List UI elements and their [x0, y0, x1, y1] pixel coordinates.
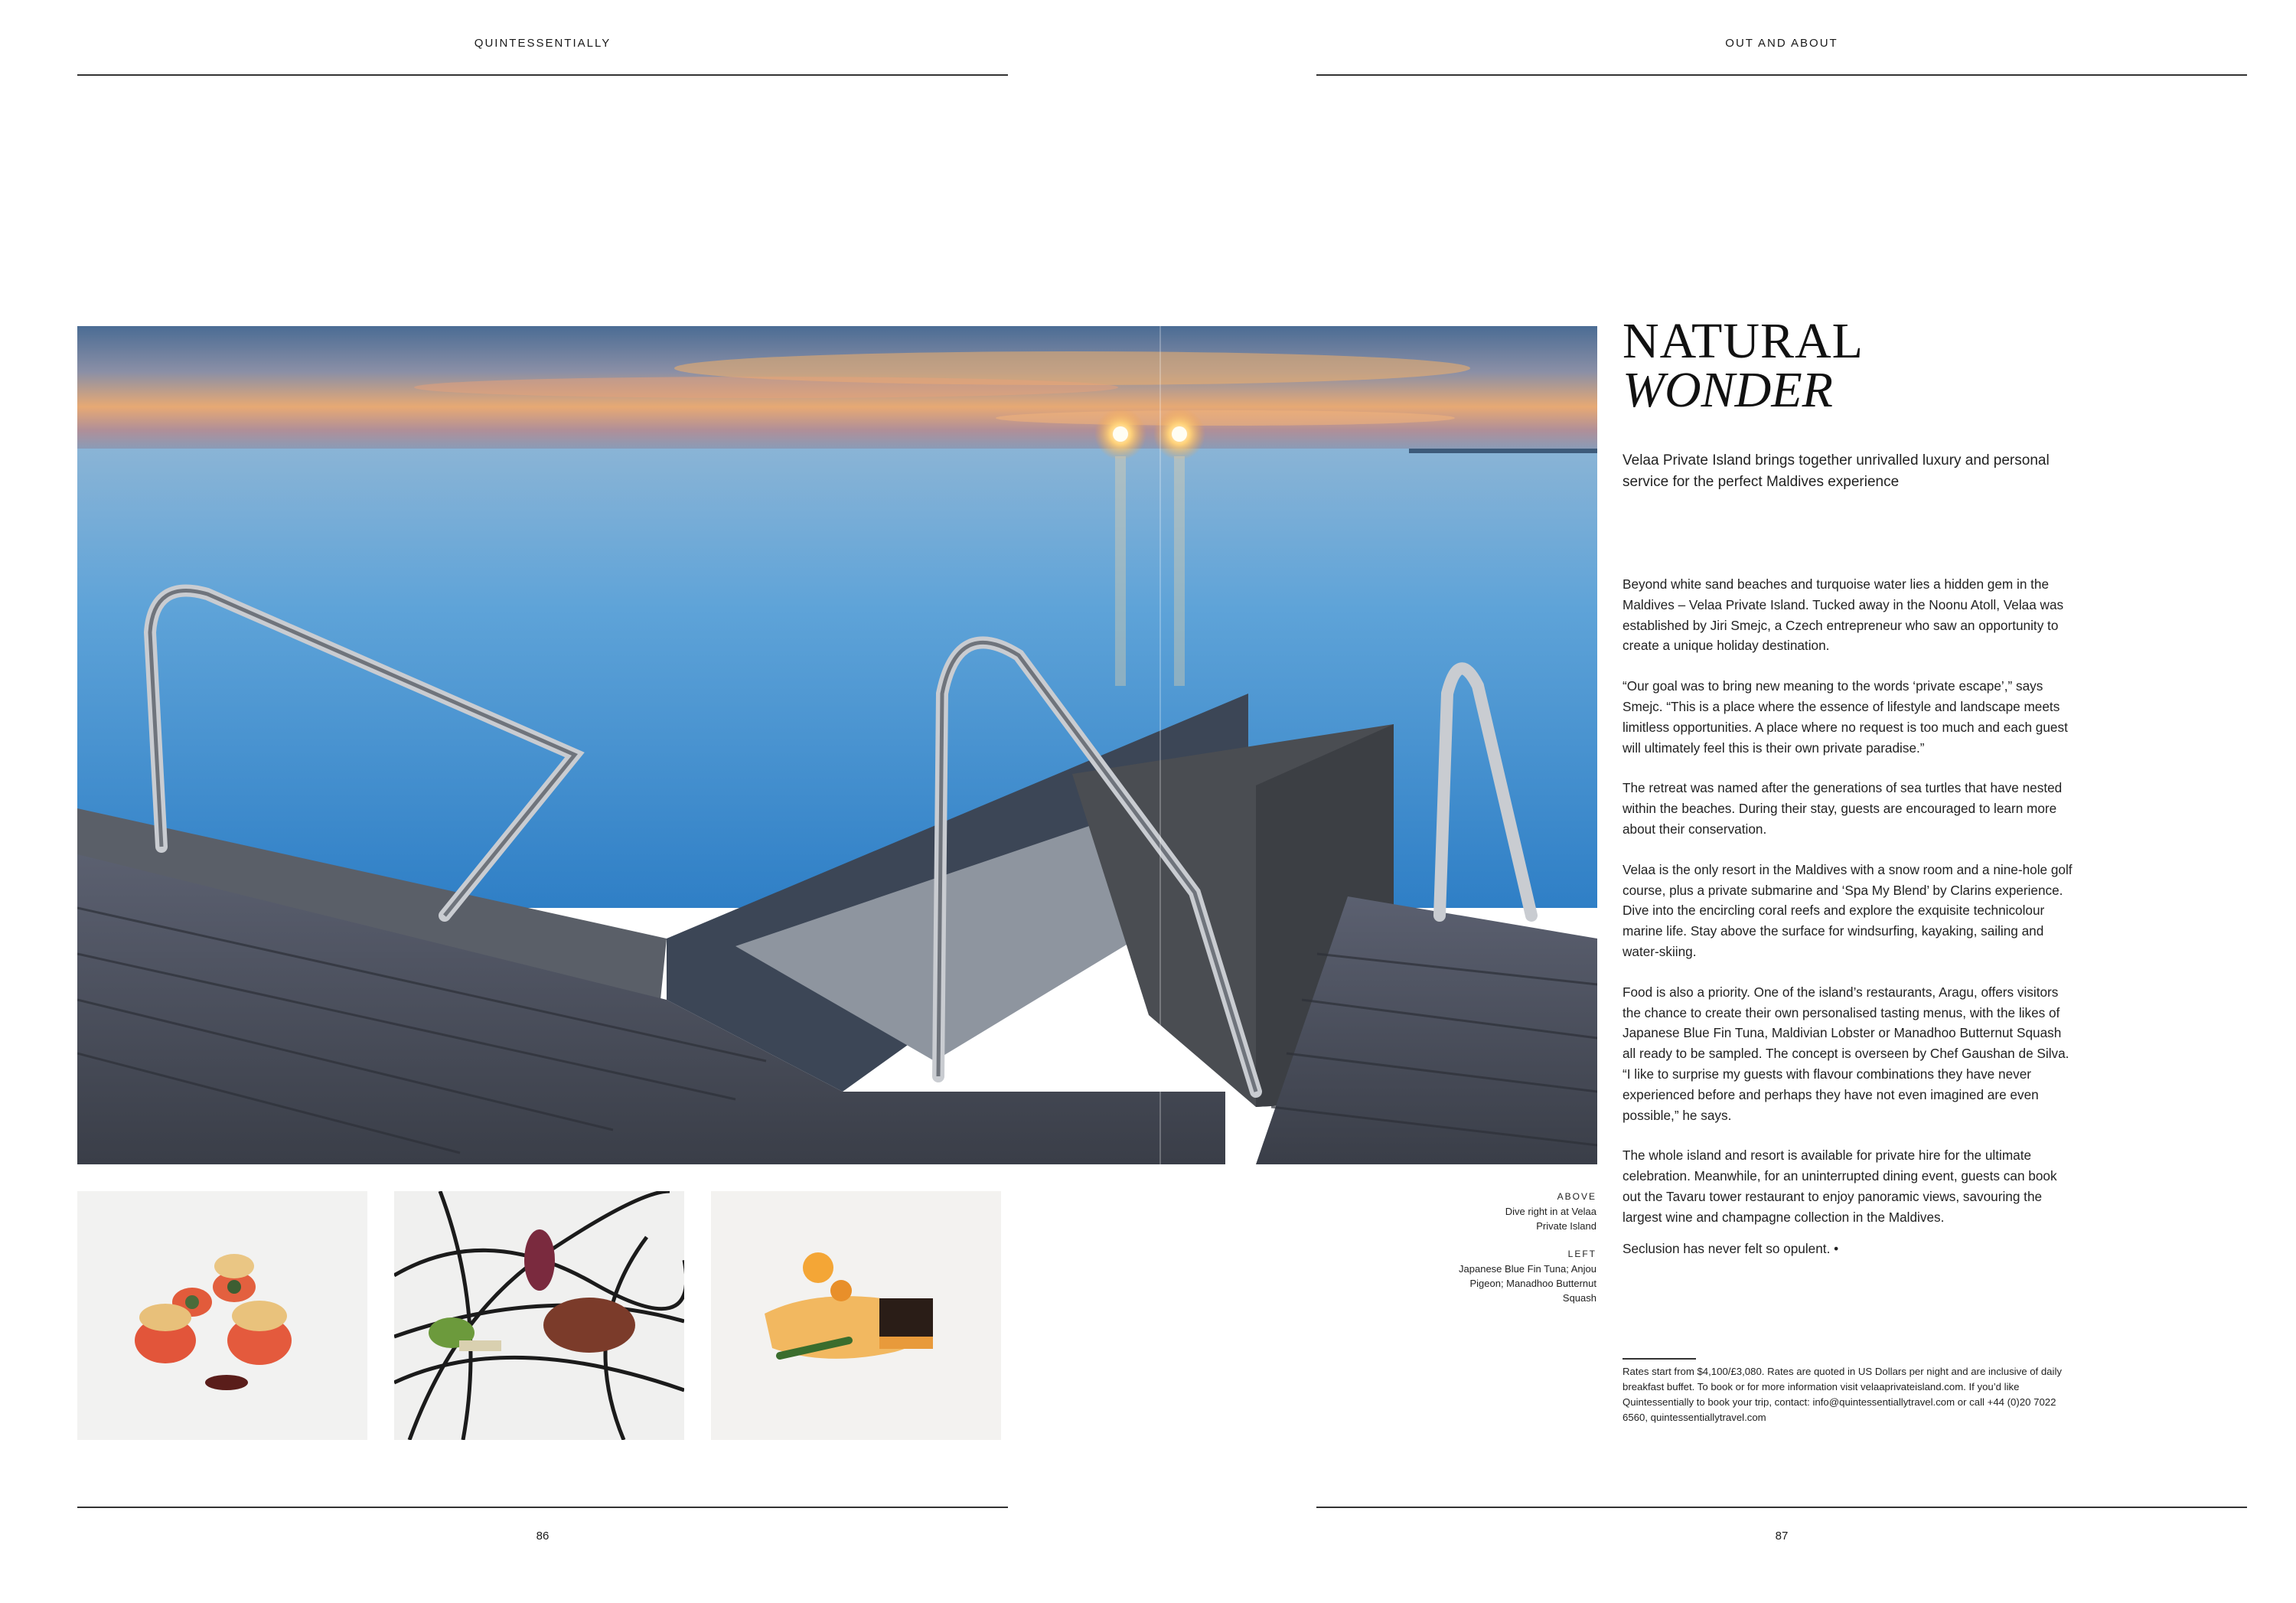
thumbnail-pigeon	[394, 1191, 684, 1440]
body-paragraph: The retreat was named after the generations of sea turtles that have nested within the beaches. During their stay, guests are encouraged to learn more about their conservation.	[1623, 780, 2063, 837]
footnote-rule	[1623, 1358, 1696, 1360]
thumbnail-tuna	[77, 1191, 367, 1440]
page-number-left: 86	[536, 1530, 550, 1543]
infinity-pool-sunset-image	[77, 326, 1597, 1164]
standfirst: Velaa Private Island brings together unrivalled luxury and personal service for the perfect Maldives experience	[1623, 452, 2050, 490]
top-rule-right	[1316, 74, 2247, 76]
body-paragraph: Food is also a priority. One of the island’s restaurants, Aragu, offers visitors the chance to create their own personalised tasting menus, with the likes of Japanese Blue Fin Tuna, Maldivian Lobster or Manadhoo Butternut Squash all ready to be sampled. The concept is overseen by Chef Gaushan de Silva. “I like to surprise my guests with flavour combinations they have never experienced before and perhaps they have not even imagined are even possible,” he says.	[1623, 984, 2069, 1123]
article-headline	[1623, 313, 1864, 418]
body-paragraph: “Our goal was to bring new meaning to the words ‘private escape’,” says Smejc. “This is a place where the essence of lifestyle and landscape meets limitless opportunities. A place where no request is too much and each guest will ultimately feel this is their own private paradise.”	[1623, 678, 2068, 756]
rates-footnote: Rates start from $4,100/£3,080. Rates are quoted in US Dollars per night and are inclusive of daily breakfast buffet. To book or for more information visit velaaprivateisland.com. If you’d like Quintessentially to book your trip, contact: info@quintessentiallytravel.com or call +44 (0)20 7022 6560, quintessentiallytravel.com	[1623, 1366, 2062, 1423]
caption-above-text: Dive right in at Velaa Private Island	[1505, 1206, 1596, 1232]
left-running-head: QUINTESSENTIALLY	[474, 37, 612, 50]
right-running-head: OUT AND ABOUT	[1725, 37, 1838, 50]
thumbnail-squash	[711, 1191, 1001, 1440]
body-copy	[1623, 574, 2077, 1278]
bottom-rule-left	[77, 1507, 1008, 1508]
bottom-rule-right	[1316, 1507, 2247, 1508]
headline-line-2: WONDER	[1623, 362, 1833, 418]
caption-above-label: ABOVE	[1557, 1191, 1596, 1202]
photo-captions	[1424, 1190, 1596, 1319]
caption-left-label: LEFT	[1567, 1249, 1596, 1259]
page-number-right: 87	[1775, 1530, 1789, 1543]
body-paragraph: Velaa is the only resort in the Maldives with a snow room and a nine-hole golf course, plus a private submarine and ‘Spa My Blend’ by Clarins experience. Dive into the encircling coral reefs and explore the exquisite technicolour marine life. Stay above the surface for windsurfing, kayaking, sailing and water-skiing.	[1623, 861, 2073, 959]
body-paragraph: Beyond white sand beaches and turquoise water lies a hidden gem in the Maldives – Velaa Private Island. Tucked away in the Noonu Atoll, Velaa was established by Jiri Smejc, a Czech entrepreneur who saw an opportunity to create a unique holiday destination.	[1623, 576, 2064, 654]
body-paragraph: The whole island and resort is available for private hire for the ultimate celebration. Meanwhile, for an uninterrupted dining event, guests can book out the Tavaru tower restaurant to enjoy panoramic views, savouring the largest wine and champagne collection in the Maldives.	[1623, 1148, 2057, 1225]
body-paragraph: Seclusion has never felt so opulent. •	[1623, 1240, 1839, 1256]
hero-pool-photo	[77, 326, 1597, 1164]
top-rule-left	[77, 74, 1008, 76]
caption-left-text: Japanese Blue Fin Tuna; Anjou Pigeon; Manadhoo Butternut Squash	[1459, 1263, 1596, 1304]
headline-line-1: NATURAL	[1623, 313, 1864, 369]
